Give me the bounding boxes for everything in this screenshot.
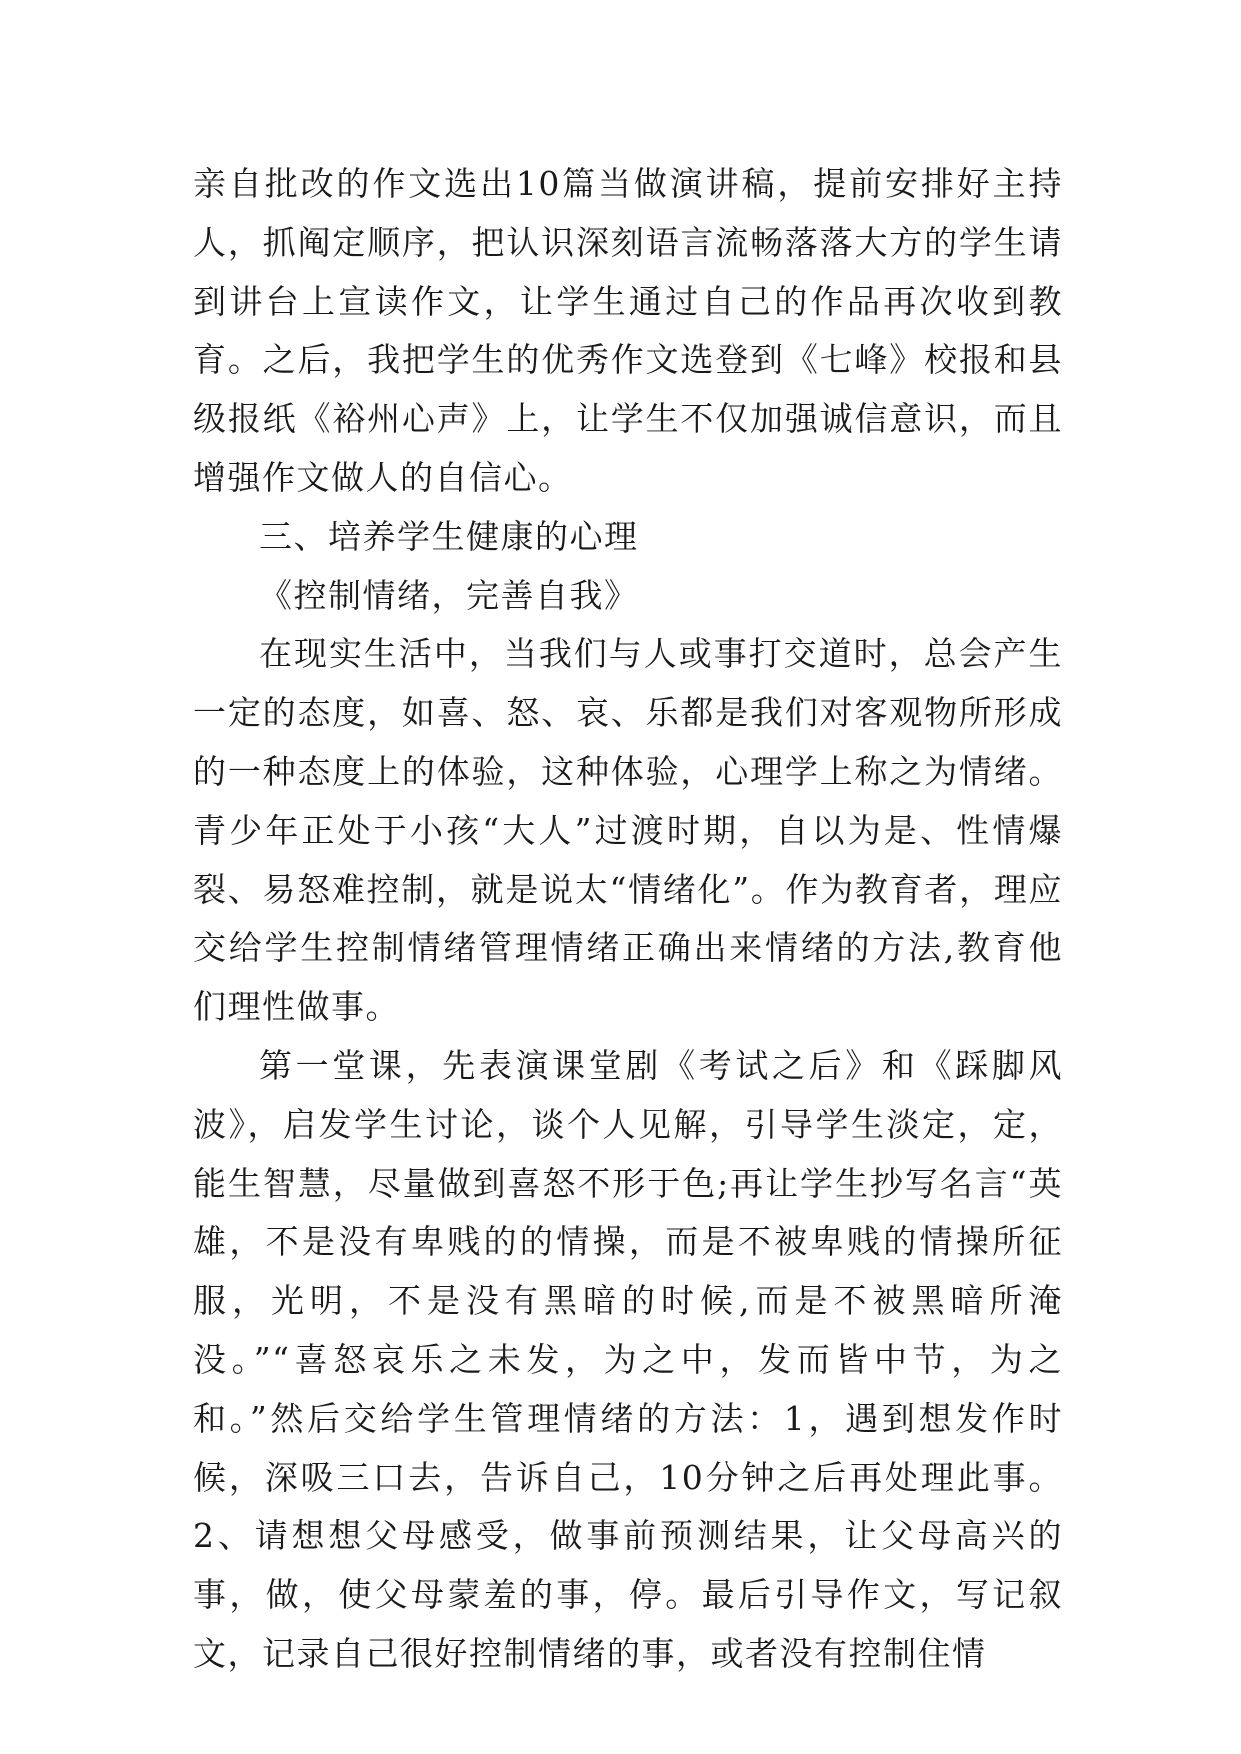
document-body [193, 155, 1063, 1684]
paragraph-intro: 在现实生活中，当我们与人或事打交道时，总会产生一定的态度，如喜、怒、哀、乐都是我们对客观物所形成的一种态度上的体验，这种体验，心理学上称之为情绪。青少年正处于小孩“大人”过渡时期，自以为是、性情爆裂、易怒难控制，就是说太“情绪化”。作为教育者，理应交给学生控制情绪管理情绪正确出来情绪的方法,教育他们理性做事。 [193, 634, 1063, 1027]
lesson-title: 《控制情绪，完善自我》 [259, 575, 639, 615]
paragraph-first-lesson: 第一堂课，先表演课堂剧《考试之后》和《踩脚风波》，启发学生讨论，谈个人见解，引导学生淡定，定，能生智慧，尽量做到喜怒不形于色;再让学生抄写名言“英雄，不是没有卑贱的的情操，而是不被卑贱的情操所征服，光明，不是没有黑暗的时候,而是不被黑暗所淹没。”“喜怒哀乐之未发，为之中，发而皆中节，为之和。”然后交给学生管理情绪的方法：1，遇到想发作时候，深吸三口去，告诉自己，10分钟之后再处理此事。2、请想想父母感受，做事前预测结果，让父母高兴的事，做，使父母蒙羞的事，停。最后引导作文，写记叙文，记录自己很好控制情绪的事，或者没有控制住情 [193, 1045, 1063, 1673]
paragraph-continuation: 亲自批改的作文选出10篇当做演讲稿，提前安排好主持人，抓阄定顺序，把认识深刻语言流畅落落大方的学生请到讲台上宣读作文，让学生通过自己的作品再次收到教育。之后，我把学生的优秀作文选登到《七峰》校报和县级报纸《裕州心声》上，让学生不仅加强诚信意识，而且增强作文做人的自信心。 [193, 164, 1063, 497]
section-heading: 三、培养学生健康的心理 [259, 516, 639, 556]
